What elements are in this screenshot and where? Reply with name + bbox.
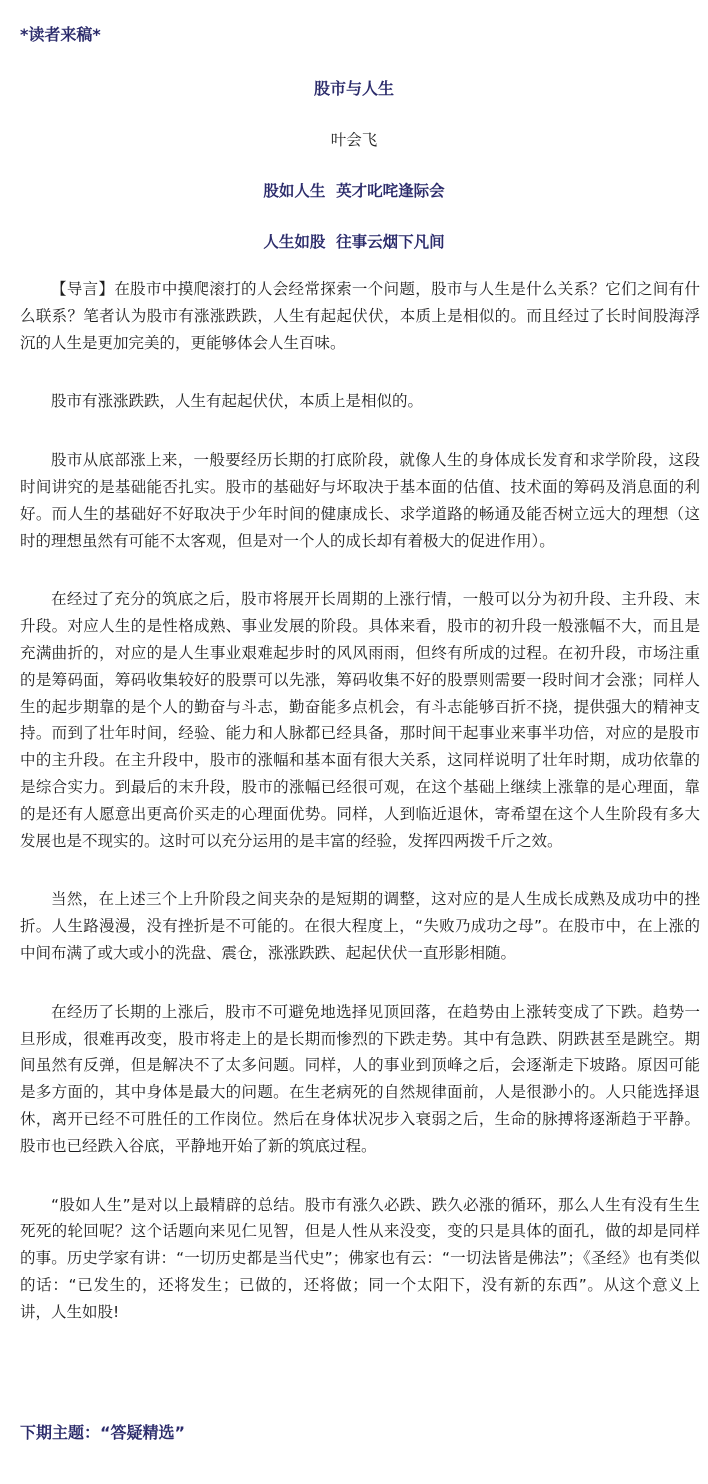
paragraph-setbacks: 当然，在上述三个上升阶段之间夹杂的是短期的调整，这对应的是人生成长成熟及成功中的挫折。人生路漫漫，没有挫折是不可能的。在很大程度上，“失败乃成功之母”。在股市中，在上涨的中间布满了或大或小的洗盘、震仓，涨涨跌跌、起起伏伏一直形影相随。 (20, 890, 700, 962)
article-title: 股市与人生 (313, 79, 394, 98)
couplet-line-2: 人生如股 往事云烟下凡间 (263, 233, 445, 251)
article-body (20, 276, 700, 1358)
paragraph-rise: 在经过了充分的筑底之后，股市将展开长周期的上涨行情，一般可以分为初升段、主升段、末升段。对应人生的是性格成熟、事业发展的阶段。具体来看，股市的初升段一般涨幅不大，而且是充满曲折的，对应的是人生事业艰难起步时的风风雨雨，但终有所成的过程。在初升段，市场注重的是筹码面，筹码收集较好的股票可以先涨，筹码收集不好的股票则需要一段时间才会涨；同样人生的起步期靠的是个人的勤奋与斗志，勤奋能多点机会，有斗志能够百折不挠，提供强大的精神支持。而到了壮年时间，经验、能力和人脉都已经具备，那时间干起事业来事半功倍，对应的是股市中的主升段。在主升段中，股市的涨幅和基本面有很大关系，这同样说明了壮年时期，成功依靠的是综合实力。到最后的末升段，股市的涨幅已经很可观，在这个基础上继续上涨靠的是心理面，靠的是还有人愿意出更高价买走的心理面优势。同样，人到临近退休，寄希望在这个人生阶段有多大发展也是不现实的。这时可以充分运用的是丰富的经验，发挥四两拨千斤之效。 (20, 590, 700, 850)
next-topic: 下期主题：“答疑精选” (20, 1423, 186, 1442)
paragraph-decline: 在经历了长期的上涨后，股市不可避免地选择见顶回落，在趋势由上涨转变成了下跌。趋势一旦形成，很难再改变，股市将走上的是长期而惨烈的下跌走势。其中有急跌、阴跌甚至是跳空。期间虽然有反弹，但是解决不了太多问题。同样，人的事业到顶峰之后，会逐渐走下坡路。原因可能是多方面的，其中身体是最大的问题。在生老病死的自然规律面前，人是很渺小的。人只能选择退休，离开已经不可胜任的工作岗位。然后在身体状况步入衰弱之后，生命的脉搏将逐渐趋于平静。股市也已经跌入谷底，平静地开始了新的筑底过程。 (20, 1002, 700, 1155)
paragraph-thesis: 股市有涨涨跌跌，人生有起起伏伏，本质上是相似的。 (51, 392, 424, 411)
paragraph-foundation: 股市从底部涨上来，一般要经历长期的打底阶段，就像人生的身体成长发育和求学阶段，这段时间讲究的是基础能否扎实。股市的基础好与坏取决于基本面的估值、技术面的筹码及消息面的利好。而人生的基础好不好取决于少年时间的健康成长、求学道路的畅通及能否树立远大的理想（这时的理想虽然有可能不太客观，但是对一个人的成长却有着极大的促进作用）。 (20, 451, 700, 550)
couplet-line-1: 股如人生 英才叱咤逢际会 (263, 182, 445, 200)
author-name: 叶会飞 (330, 131, 378, 149)
column-tag: *读者来稿* (20, 25, 101, 44)
paragraph-intro: 【导言】在股市中摸爬滚打的人会经常探索一个问题，股市与人生是什么关系？它们之间有什么联系？笔者认为股市有涨涨跌跌，人生有起起伏伏，本质上是相似的。而且经过了长时间股海浮沉的人生是更加完美的，更能够体会人生百味。 (20, 280, 700, 352)
paragraph-conclusion: “股如人生”是对以上最精辟的总结。股市有涨久必跌、跌久必涨的循环，那么人生有没有生生死死的轮回呢？这个话题向来见仁见智，但是人性从来没变，变的只是具体的面孔，做的却是同样的事。历史学家有讲：“一切历史都是当代史”；佛家也有云：“一切法皆是佛法”；《圣经》也有类似的话：“已发生的，还将发生；已做的，还将做；同一个太阳下，没有新的东西”。从这个意义上讲，人生如股! (20, 1195, 700, 1321)
